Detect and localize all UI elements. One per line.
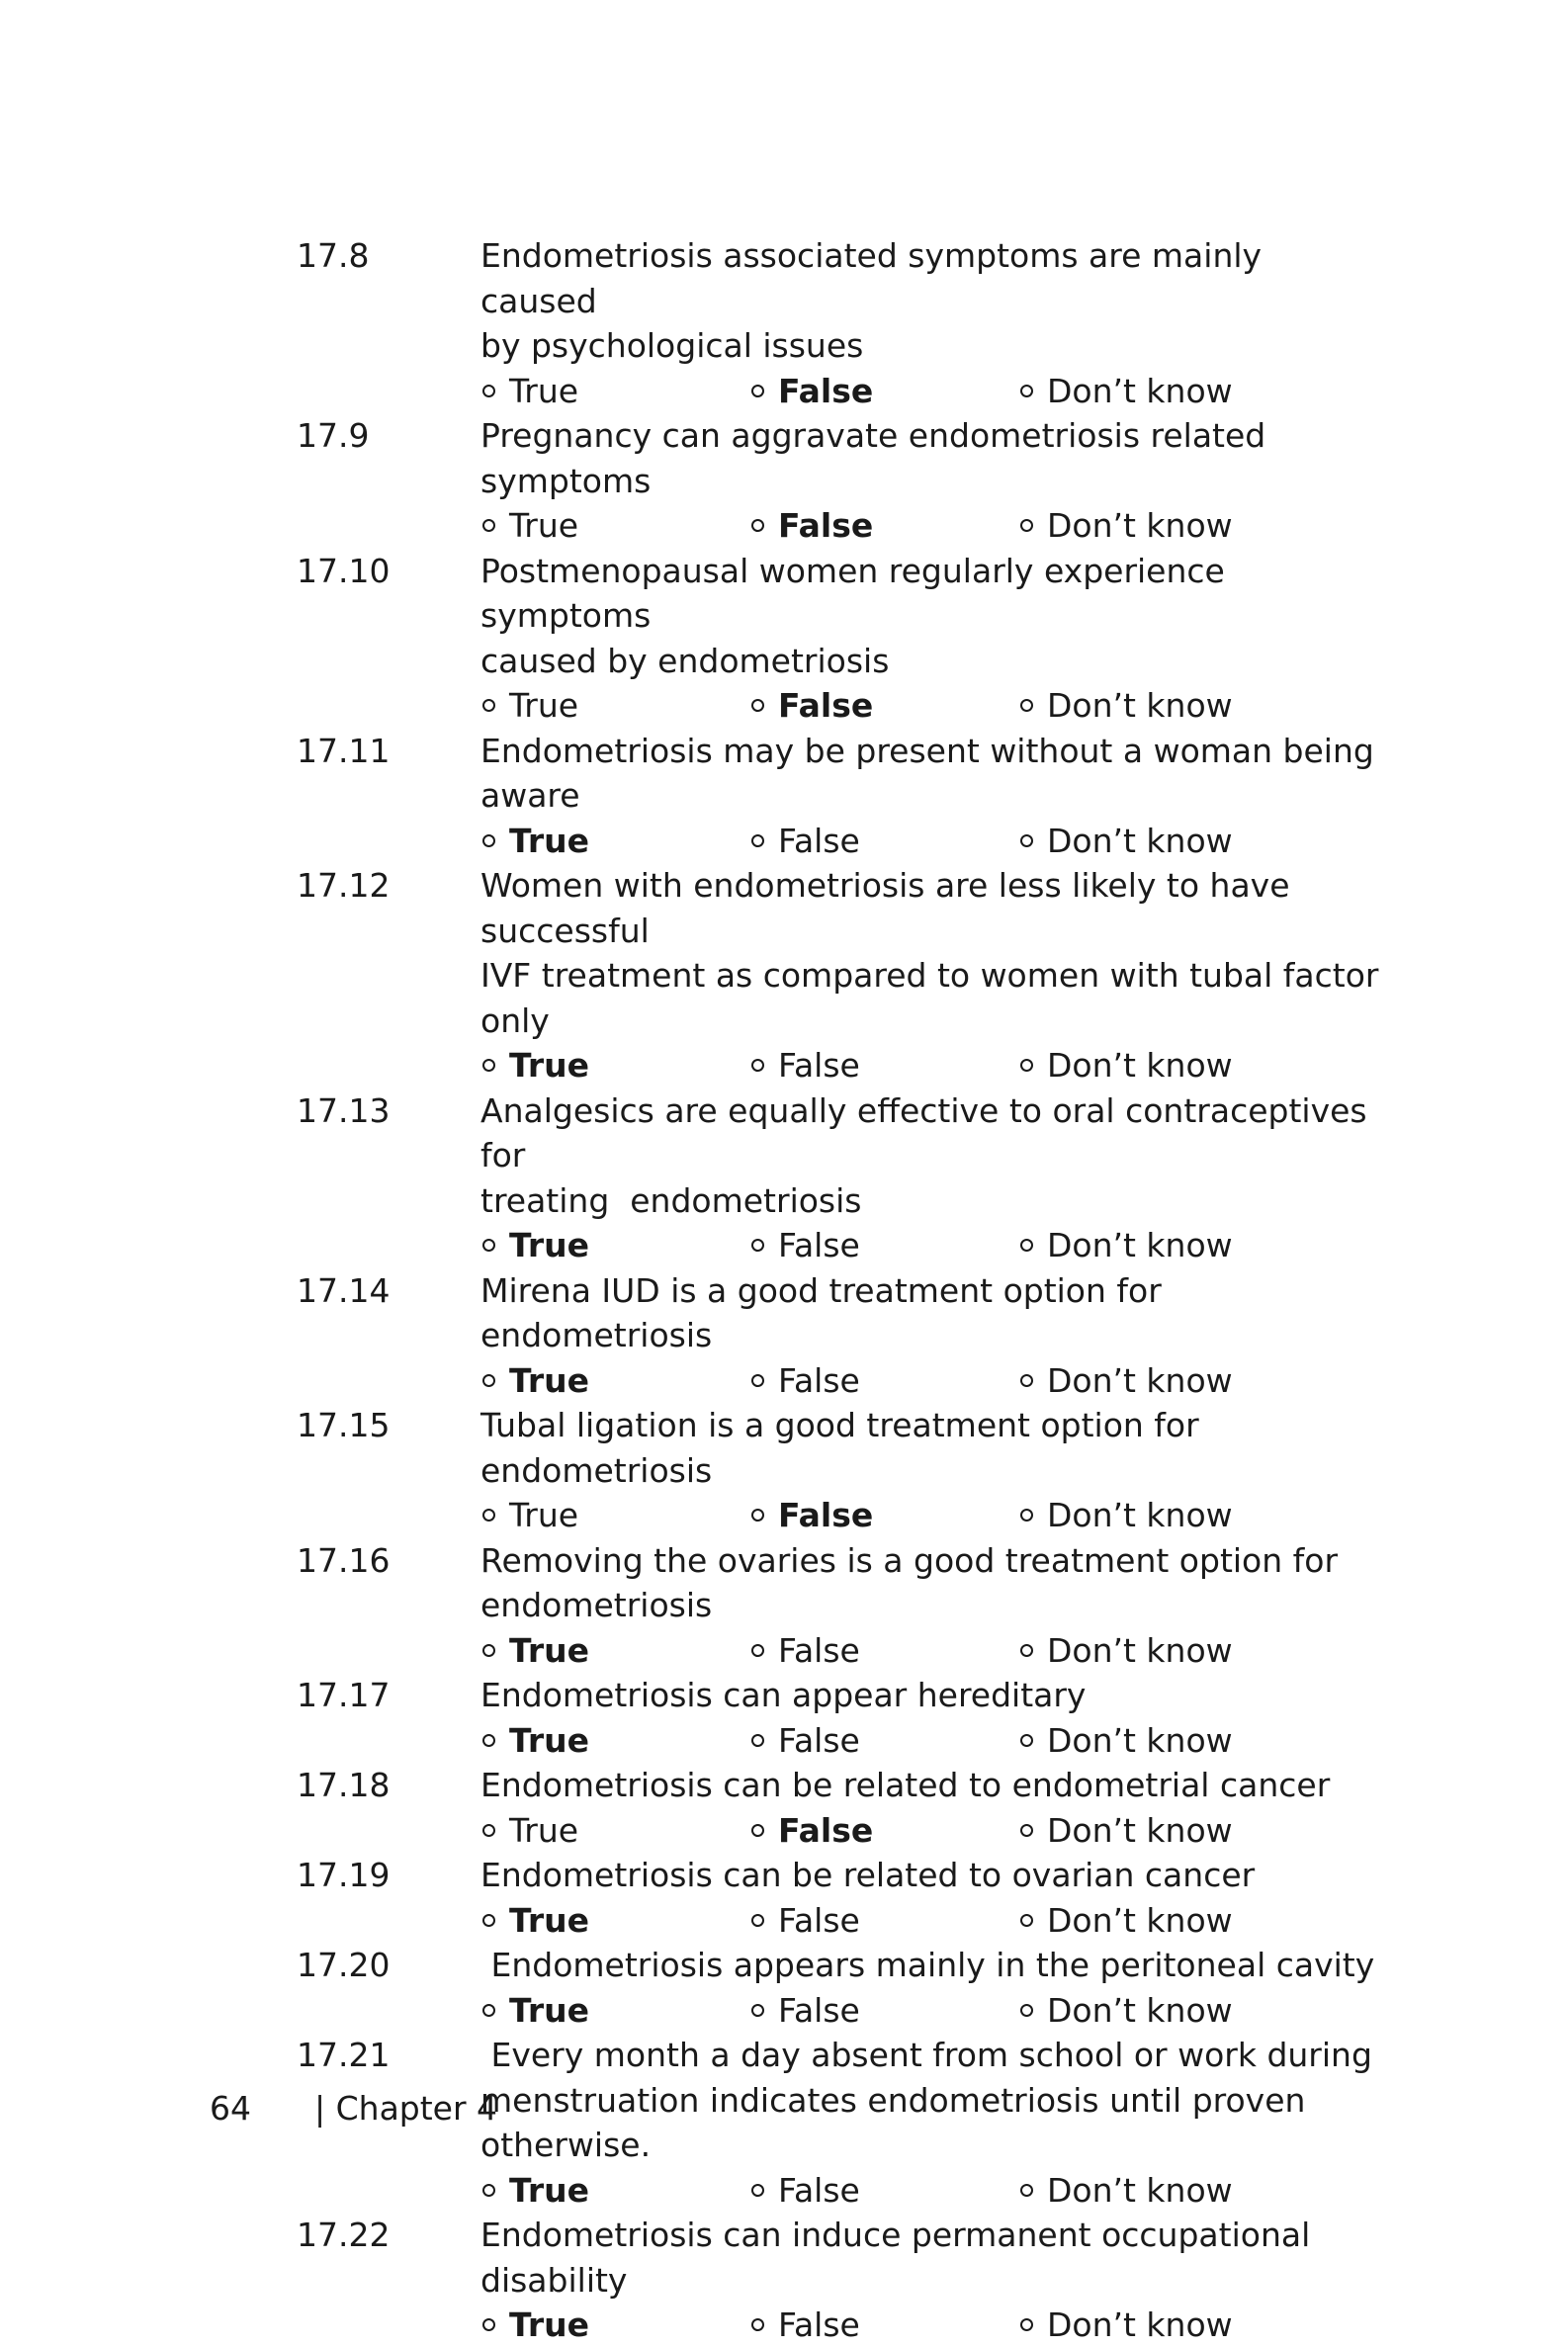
option-false[interactable] [749, 1493, 1018, 1538]
option-true[interactable] [480, 1043, 749, 1088]
radio-icon[interactable] [751, 1374, 764, 1387]
option-true[interactable] [480, 1493, 749, 1538]
option-label: Don’t know [1047, 1720, 1233, 1760]
option-dont-know[interactable] [1018, 1898, 1233, 1944]
option-label: Don’t know [1047, 2170, 1233, 2210]
radio-icon[interactable] [751, 1914, 764, 1927]
option-label: True [509, 1360, 590, 1400]
option-true[interactable] [480, 1988, 749, 2034]
option-label: Don’t know [1047, 1046, 1233, 1085]
question-body [480, 549, 1384, 729]
question-item [297, 549, 1384, 729]
option-label: True [509, 1630, 590, 1670]
option-false[interactable] [749, 2168, 1018, 2214]
option-dont-know[interactable] [1018, 1493, 1233, 1538]
question-body [480, 2033, 1384, 2213]
question-number: 17.15 [297, 1406, 391, 1444]
question-item [297, 1088, 1384, 1268]
option-label: False [778, 1720, 860, 1760]
question-number: 17.8 [297, 236, 370, 275]
option-true[interactable] [480, 1223, 749, 1268]
question-number: 17.9 [297, 416, 370, 455]
option-label: True [509, 686, 579, 725]
option-label: False [778, 1990, 860, 2030]
option-false[interactable] [749, 1223, 1018, 1268]
radio-icon[interactable] [1020, 1239, 1033, 1252]
radio-icon[interactable] [482, 1644, 495, 1657]
option-label: Don’t know [1047, 1900, 1233, 1940]
radio-icon[interactable] [482, 699, 495, 712]
answer-options [480, 1043, 1384, 1088]
option-dont-know[interactable] [1018, 1223, 1233, 1268]
question-item [297, 1763, 1384, 1853]
option-true[interactable] [480, 683, 749, 729]
option-label: Don’t know [1047, 1360, 1233, 1400]
question-number: 17.21 [297, 2036, 391, 2074]
radio-icon[interactable] [482, 1824, 495, 1837]
answer-options [480, 1628, 1384, 1674]
option-label: False [778, 686, 874, 725]
option-false[interactable] [749, 1718, 1018, 1764]
option-dont-know[interactable] [1018, 683, 1233, 729]
option-false[interactable] [749, 819, 1018, 864]
question-list [297, 233, 1384, 2348]
option-label: True [509, 1496, 579, 1534]
option-true[interactable] [480, 369, 749, 414]
option-label: Don’t know [1047, 1630, 1233, 1670]
option-label: Don’t know [1047, 2305, 1233, 2344]
question-body [480, 413, 1384, 549]
radio-icon[interactable] [751, 1509, 764, 1522]
option-false[interactable] [749, 2303, 1018, 2348]
option-dont-know[interactable] [1018, 2168, 1233, 2214]
radio-icon[interactable] [1020, 1914, 1033, 1927]
question-body [480, 863, 1384, 1088]
question-body [480, 729, 1384, 864]
option-true[interactable] [480, 819, 749, 864]
option-label: False [778, 1226, 860, 1264]
option-label: True [509, 371, 579, 410]
question-number: 17.11 [297, 731, 391, 770]
option-true[interactable] [480, 2303, 749, 2348]
question-number: 17.18 [297, 1766, 391, 1804]
option-false[interactable] [749, 1808, 1018, 1854]
radio-icon[interactable] [1020, 2318, 1033, 2331]
option-label: False [778, 1630, 860, 1670]
radio-icon[interactable] [751, 385, 764, 397]
radio-icon[interactable] [482, 385, 495, 397]
answer-options [480, 1493, 1384, 1538]
answer-options [480, 819, 1384, 864]
option-label: False [778, 1360, 860, 1400]
option-dont-know[interactable] [1018, 1808, 1233, 1854]
option-false[interactable] [749, 1043, 1018, 1088]
question-item [297, 1943, 1384, 2033]
option-label: Don’t know [1047, 371, 1233, 410]
option-false[interactable] [749, 1358, 1018, 1404]
question-text: Every month a day absent from school or work during menstruation indicates endometriosis until proven otherwise. [480, 2036, 1372, 2164]
option-true[interactable] [480, 1898, 749, 1944]
question-number: 17.17 [297, 1676, 391, 1714]
option-true[interactable] [480, 1808, 749, 1854]
question-number: 17.10 [297, 551, 391, 590]
option-true[interactable] [480, 503, 749, 549]
option-dont-know[interactable] [1018, 1358, 1233, 1404]
question-item [297, 1853, 1384, 1943]
question-number: 17.14 [297, 1270, 391, 1310]
radio-icon[interactable] [1020, 1734, 1033, 1747]
question-item [297, 2213, 1384, 2348]
question-item [297, 863, 1384, 1088]
option-label: False [778, 2305, 860, 2344]
question-item [297, 1673, 1384, 1763]
question-number: 17.20 [297, 1946, 391, 1984]
radio-icon[interactable] [482, 1059, 495, 1072]
question-body [480, 1853, 1384, 1943]
option-dont-know[interactable] [1018, 2303, 1233, 2348]
radio-icon[interactable] [482, 2184, 495, 2197]
option-true[interactable] [480, 1718, 749, 1764]
answer-options [480, 683, 1384, 729]
option-dont-know[interactable] [1018, 503, 1233, 549]
question-text: Endometriosis can appear hereditary [480, 1676, 1087, 1714]
option-dont-know[interactable] [1018, 1628, 1233, 1674]
answer-options [480, 369, 1384, 414]
question-body [480, 1763, 1384, 1853]
option-label: False [778, 371, 874, 410]
question-text: Endometriosis can be related to ovarian cancer [480, 1856, 1256, 1894]
question-text: Endometriosis can be related to endometrial cancer [480, 1766, 1331, 1804]
question-item [297, 1268, 1384, 1404]
radio-icon[interactable] [1020, 1509, 1033, 1522]
question-number: 17.12 [297, 866, 391, 905]
option-false[interactable] [749, 503, 1018, 549]
question-number: 17.22 [297, 2216, 391, 2254]
question-number: 17.19 [297, 1856, 391, 1894]
radio-icon[interactable] [751, 699, 764, 712]
option-label: True [509, 1226, 590, 1264]
option-dont-know[interactable] [1018, 1043, 1233, 1088]
option-label: Don’t know [1047, 1810, 1233, 1850]
question-text: Women with endometriosis are less likely to have successful IVF treatment as compared to women with tubal factor only [480, 866, 1379, 1040]
answer-options [480, 503, 1384, 549]
option-label: True [509, 1990, 590, 2030]
radio-icon[interactable] [482, 2318, 495, 2331]
question-item [297, 233, 1384, 413]
question-item [297, 413, 1384, 549]
radio-icon[interactable] [482, 2004, 495, 2017]
option-label: True [509, 821, 590, 860]
question-body [480, 1088, 1384, 1268]
option-label: True [509, 1720, 590, 1760]
page-footer [210, 2086, 497, 2131]
question-text: Endometriosis associated symptoms are mainly caused by psychological issues [480, 236, 1263, 365]
radio-icon[interactable] [482, 1509, 495, 1522]
radio-icon[interactable] [1020, 2184, 1033, 2197]
question-body [480, 1673, 1384, 1763]
option-dont-know[interactable] [1018, 369, 1233, 414]
radio-icon[interactable] [482, 834, 495, 847]
radio-icon[interactable] [482, 519, 495, 532]
answer-options [480, 1718, 1384, 1764]
radio-icon[interactable] [1020, 1824, 1033, 1837]
option-dont-know[interactable] [1018, 819, 1233, 864]
page-number: 64 [210, 2089, 251, 2128]
question-text: Endometriosis can induce permanent occupational disability [480, 2216, 1311, 2300]
option-false[interactable] [749, 1988, 1018, 2034]
radio-icon[interactable] [1020, 1644, 1033, 1657]
radio-icon[interactable] [482, 1239, 495, 1252]
question-text: Analgesics are equally effective to oral contraceptives for treating endometriosis [480, 1090, 1367, 1220]
answer-options [480, 1358, 1384, 1404]
answer-options [480, 2303, 1384, 2348]
radio-icon[interactable] [1020, 699, 1033, 712]
radio-icon[interactable] [751, 519, 764, 532]
question-text: Postmenopausal women regularly experience symptoms caused by endometriosis [480, 551, 1225, 680]
option-label: False [778, 1810, 874, 1850]
option-label: False [778, 1496, 874, 1534]
option-label: False [778, 1046, 860, 1085]
radio-icon[interactable] [1020, 1374, 1033, 1387]
radio-icon[interactable] [751, 834, 764, 847]
radio-icon[interactable] [482, 1914, 495, 1927]
radio-icon[interactable] [751, 1734, 764, 1747]
question-item [297, 1538, 1384, 1674]
option-label: True [509, 1900, 590, 1940]
question-body [480, 2213, 1384, 2348]
question-body [480, 1403, 1384, 1538]
option-label: Don’t know [1047, 1990, 1233, 2030]
chapter-label: | Chapter 4 [314, 2089, 498, 2128]
radio-icon[interactable] [751, 2318, 764, 2331]
option-false[interactable] [749, 369, 1018, 414]
option-label: False [778, 1900, 860, 1940]
radio-icon[interactable] [751, 1239, 764, 1252]
answer-options [480, 1898, 1384, 1944]
answer-options [480, 1988, 1384, 2034]
option-true[interactable] [480, 1628, 749, 1674]
radio-icon[interactable] [1020, 1059, 1033, 1072]
answer-options [480, 1808, 1384, 1854]
answer-options [480, 2168, 1384, 2214]
option-label: Don’t know [1047, 1226, 1233, 1264]
answer-options [480, 1223, 1384, 1268]
question-body [480, 1943, 1384, 2033]
radio-icon[interactable] [1020, 519, 1033, 532]
option-label: True [509, 506, 579, 545]
question-text: Endometriosis may be present without a woman being aware [480, 731, 1374, 815]
option-false[interactable] [749, 683, 1018, 729]
option-true[interactable] [480, 2168, 749, 2214]
question-text: Tubal ligation is a good treatment option for endometriosis [480, 1406, 1210, 1490]
option-label: False [778, 2170, 860, 2210]
question-body [480, 233, 1384, 413]
question-text: Removing the ovaries is a good treatment option for endometriosis [480, 1540, 1339, 1624]
option-label: False [778, 506, 874, 545]
radio-icon[interactable] [1020, 385, 1033, 397]
option-label: True [509, 1810, 579, 1850]
question-text: Endometriosis appears mainly in the peritoneal cavity [480, 1946, 1375, 1984]
option-label: Don’t know [1047, 506, 1233, 545]
option-label: True [509, 2305, 590, 2344]
question-text: Pregnancy can aggravate endometriosis related symptoms [480, 416, 1276, 500]
option-false[interactable] [749, 1898, 1018, 1944]
radio-icon[interactable] [482, 1374, 495, 1387]
question-body [480, 1268, 1384, 1404]
radio-icon[interactable] [482, 1734, 495, 1747]
option-label: True [509, 2170, 590, 2210]
radio-icon[interactable] [751, 1824, 764, 1837]
radio-icon[interactable] [1020, 834, 1033, 847]
option-label: False [778, 821, 860, 860]
option-label: Don’t know [1047, 1496, 1233, 1534]
option-false[interactable] [749, 1628, 1018, 1674]
question-item [297, 729, 1384, 864]
radio-icon[interactable] [751, 1059, 764, 1072]
question-number: 17.16 [297, 1540, 391, 1580]
option-dont-know[interactable] [1018, 1718, 1233, 1764]
radio-icon[interactable] [751, 2004, 764, 2017]
radio-icon[interactable] [751, 2184, 764, 2197]
option-label: True [509, 1046, 590, 1085]
question-text: Mirena IUD is a good treatment option for endometriosis [480, 1270, 1173, 1354]
question-item [297, 1403, 1384, 1538]
radio-icon[interactable] [1020, 2004, 1033, 2017]
question-number: 17.13 [297, 1090, 391, 1130]
radio-icon[interactable] [751, 1644, 764, 1657]
option-label: Don’t know [1047, 821, 1233, 860]
option-dont-know[interactable] [1018, 1988, 1233, 2034]
option-label: Don’t know [1047, 686, 1233, 725]
question-body [480, 1538, 1384, 1674]
option-true[interactable] [480, 1358, 749, 1404]
